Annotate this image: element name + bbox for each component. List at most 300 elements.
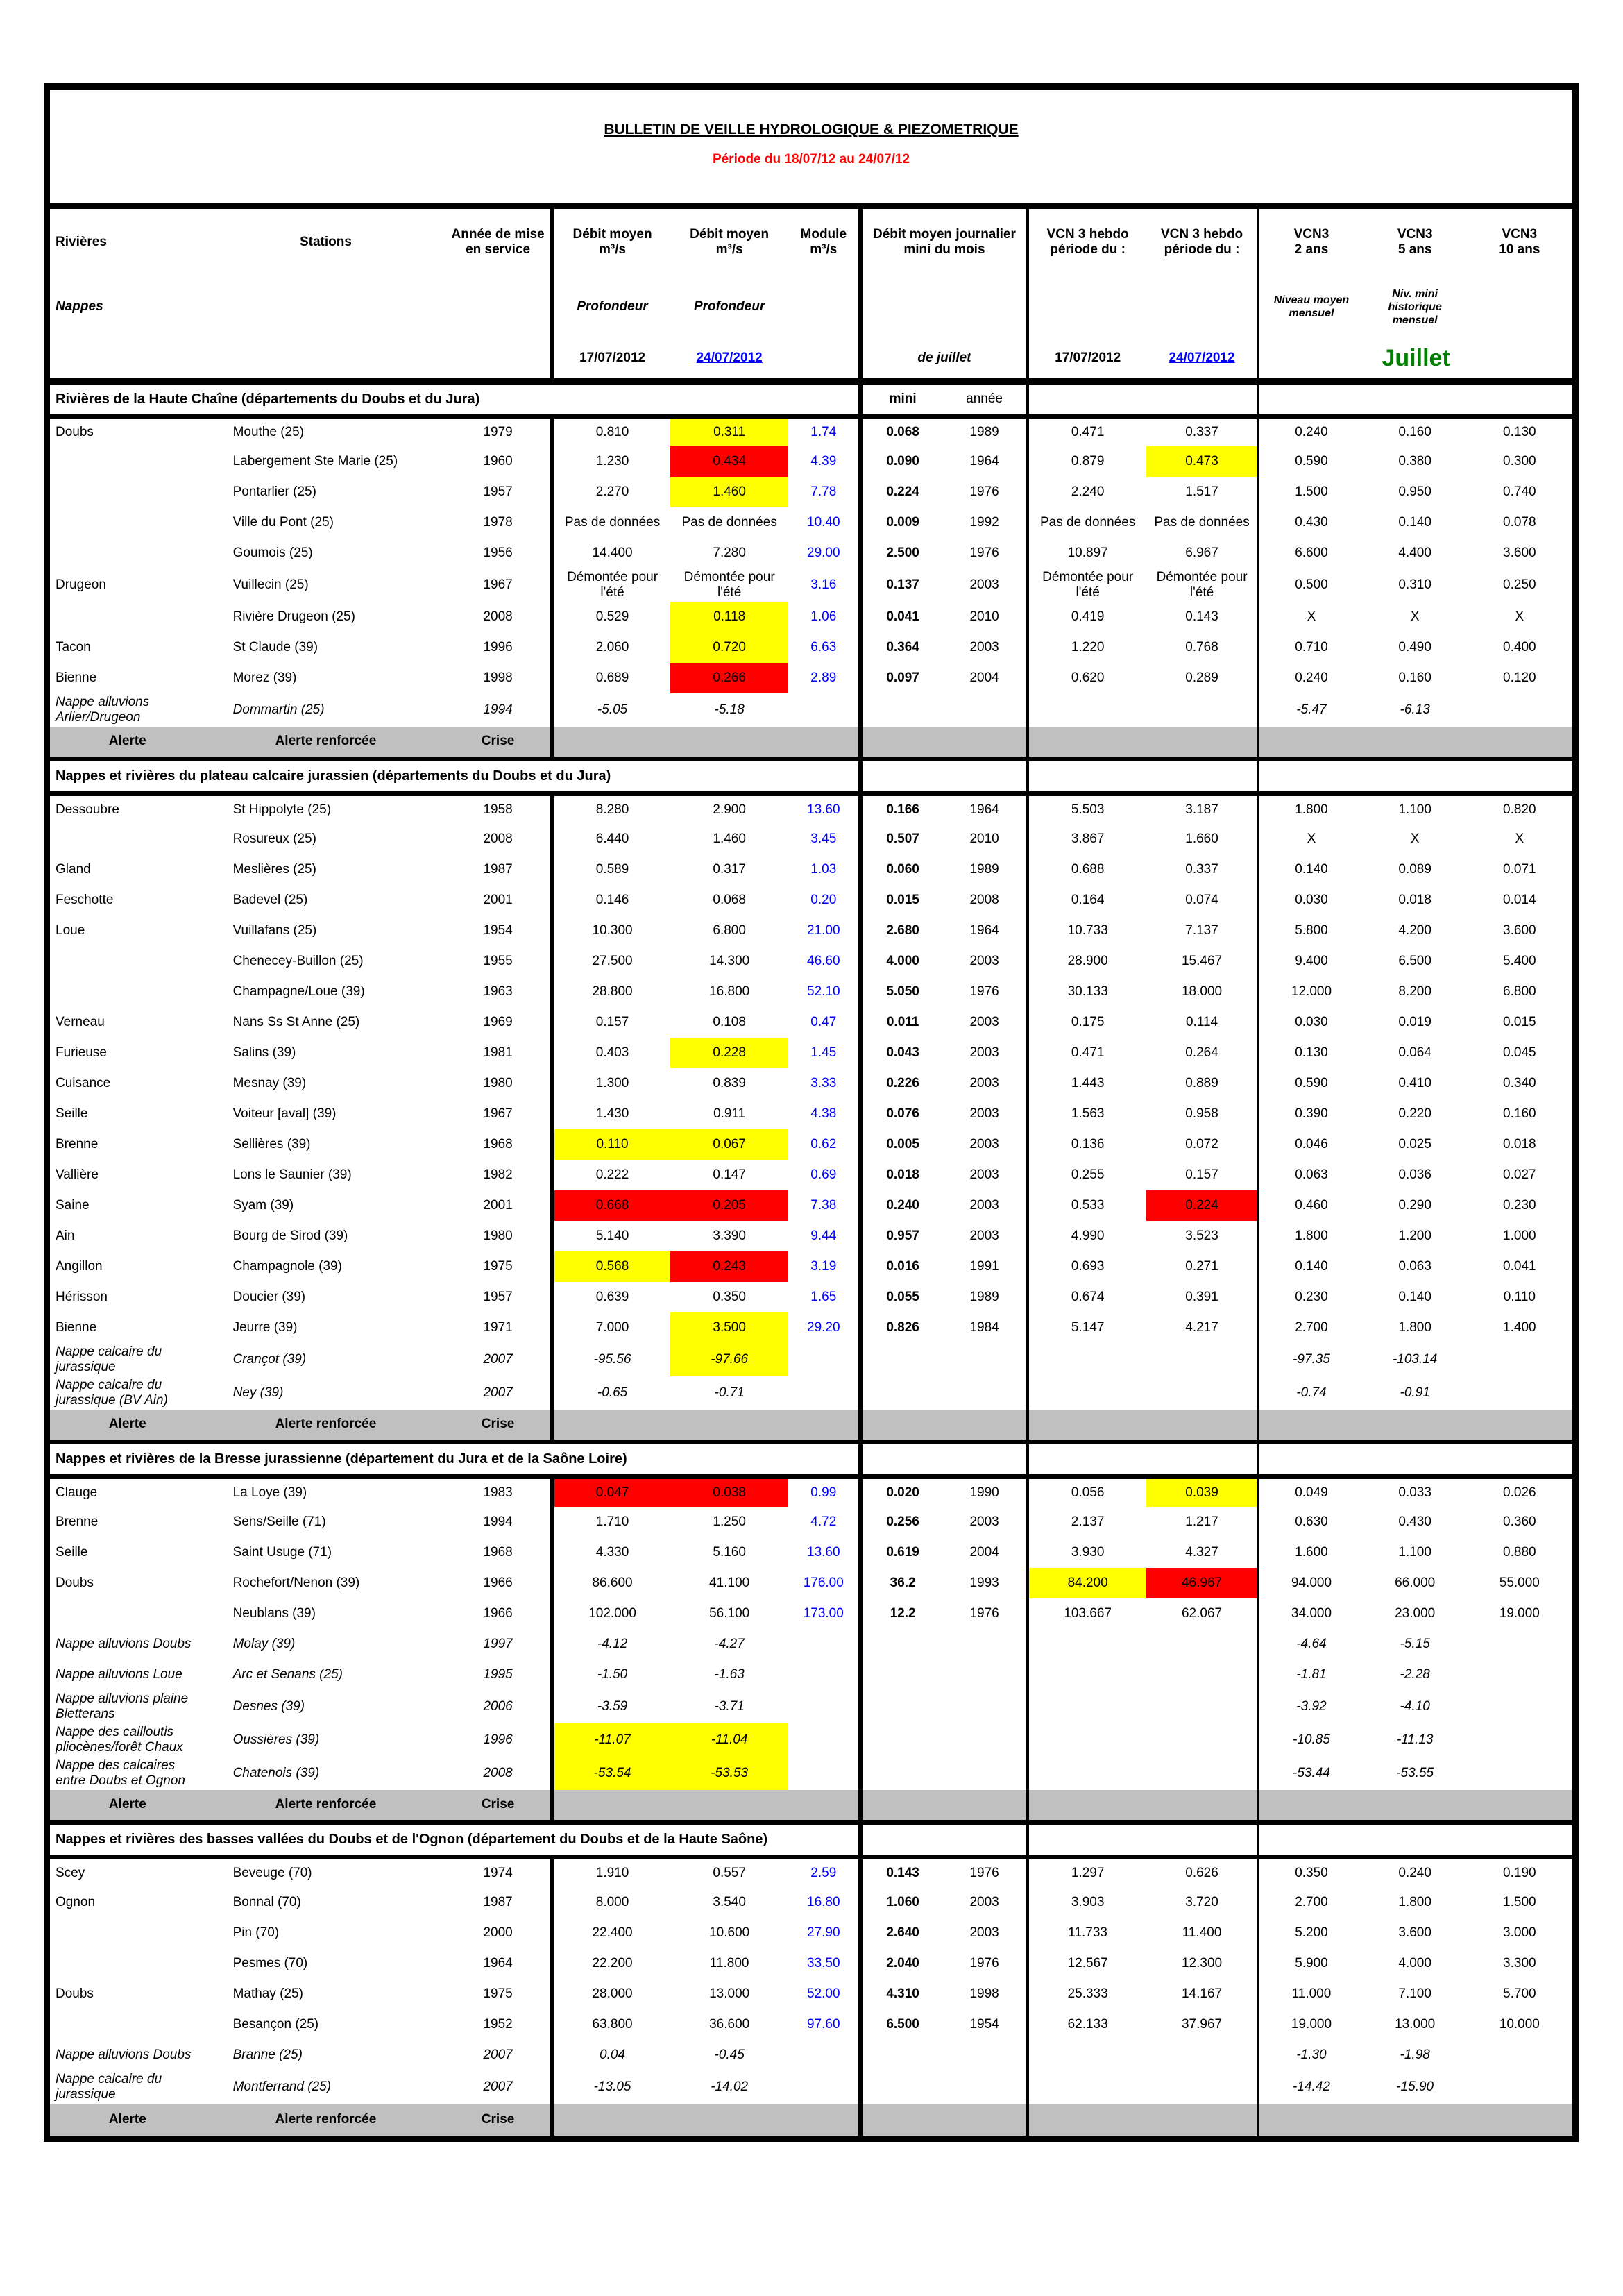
cell-station: Bonnal (70)	[232, 1895, 301, 1909]
cell-vcn10: 19.000	[1499, 1606, 1540, 1621]
cell-d17: 7.000	[595, 1320, 629, 1335]
cell-mini_annee: 2003	[943, 1038, 1028, 1068]
cell-vcn5: -11.13	[1396, 1732, 1434, 1747]
station-row	[50, 416, 1572, 446]
cell-annee: 1966	[446, 1568, 552, 1598]
legend-spacer	[1259, 1790, 1572, 1822]
legend-alerte: Alerte	[50, 2104, 205, 2136]
cell-vcn2: -14.42	[1293, 2079, 1330, 2094]
cell-mini: 0.005	[886, 1137, 919, 1151]
cell-d17: -13.05	[593, 2079, 631, 2094]
cell-vcn5: -0.91	[1400, 1385, 1430, 1400]
station-row	[50, 1190, 1572, 1221]
cell-v24	[1146, 1723, 1259, 1757]
cell-riviere: Loue	[56, 923, 85, 938]
cell-d17: 102.000	[588, 1606, 636, 1621]
station-row	[50, 1068, 1572, 1099]
debit-date-prev: 17/07/2012	[552, 338, 670, 381]
cell-annee: 1954	[446, 915, 552, 946]
cell-riviere: Tacon	[56, 640, 91, 655]
cell-riviere: Saine	[56, 1198, 90, 1213]
station-row	[50, 977, 1572, 1007]
cell-module: 29.00	[788, 538, 860, 568]
cell-module: 2.59	[788, 1857, 860, 1887]
cell-vcn5: 7.100	[1398, 1986, 1431, 2001]
cell-v17	[1028, 1723, 1146, 1757]
alert-legend-row	[50, 2104, 1572, 2136]
month-label: Juillet	[1259, 338, 1572, 381]
cell-annee: 1968	[446, 1537, 552, 1568]
col-header-profondeur-curr: Profondeur	[693, 299, 765, 314]
cell-module: 173.00	[788, 1598, 860, 1629]
cell-d17: 0.668	[552, 1190, 670, 1221]
station-row	[50, 915, 1572, 946]
cell-annee: 2000	[446, 1918, 552, 1948]
cell-riviere: Doubs	[56, 1576, 94, 1590]
cell-v24: 0.889	[1146, 1068, 1259, 1099]
cell-annee: 1981	[446, 1038, 552, 1068]
cell-v17: Démontée pour l'été	[1042, 570, 1134, 600]
cell-vcn10	[1467, 1723, 1572, 1757]
cell-module: 27.90	[788, 1918, 860, 1948]
cell-riviere: Nappe des calcaires entre Doubs et Ognon	[56, 1758, 185, 1788]
cell-vcn2: -5.47	[1296, 702, 1327, 717]
cell-station: Montferrand (25)	[232, 2079, 332, 2094]
cell-mini_annee: 2003	[943, 1221, 1028, 1251]
cell-d17: 86.600	[592, 1576, 633, 1590]
nappe-row	[50, 2040, 1572, 2070]
cell-vcn10: 0.360	[1503, 1514, 1536, 1529]
cell-d17: 0.568	[552, 1251, 670, 1282]
cell-mini_annee: 1993	[943, 1568, 1028, 1598]
cell-vcn2: 12.000	[1291, 984, 1332, 999]
cell-riviere: Drugeon	[56, 577, 106, 592]
cell-riviere	[50, 1598, 205, 1629]
cell-annee: 2008	[446, 1757, 552, 1790]
cell-v24: 15.467	[1146, 946, 1259, 977]
cell-v24: 0.289	[1146, 663, 1259, 693]
cell-d24: 0.038	[670, 1476, 788, 1507]
cell-mini: 2.500	[886, 546, 919, 560]
cell-mini_annee	[943, 2040, 1028, 2070]
cell-station: Champagnole (39)	[232, 1259, 342, 1274]
cell-vcn5: 23.000	[1395, 1606, 1436, 1621]
cell-annee: 1957	[446, 477, 552, 507]
cell-vcn10	[1467, 1343, 1572, 1376]
section-spacer	[1259, 759, 1572, 793]
cell-d17: 0.222	[595, 1167, 629, 1182]
cell-vcn2: X	[1307, 832, 1316, 846]
cell-vcn10: 5.400	[1503, 954, 1536, 968]
legend-spacer	[552, 1410, 860, 1442]
cell-v17: 30.133	[1067, 984, 1108, 999]
section-title: Nappes et rivières des basses vallées du Doubs et de l'Ognon (département du Doubs et de la Haute Saône)	[50, 1822, 860, 1857]
cell-d24: -97.66	[670, 1343, 788, 1376]
cell-vcn10: 0.250	[1503, 577, 1536, 592]
cell-mini: 0.240	[886, 1198, 919, 1213]
header-spacer	[205, 338, 447, 381]
cell-mini: 0.020	[886, 1485, 919, 1500]
cell-mini_annee: 1976	[943, 1857, 1028, 1887]
cell-mini	[860, 1690, 942, 1723]
cell-vcn5: -2.28	[1400, 1667, 1430, 1682]
cell-vcn5: 4.000	[1398, 1956, 1431, 1970]
cell-vcn10: 0.015	[1503, 1015, 1536, 1029]
cell-riviere: Bienne	[56, 1320, 97, 1335]
cell-vcn5: 0.140	[1398, 1290, 1431, 1304]
cell-v24: 0.072	[1146, 1129, 1259, 1160]
cell-module: 3.19	[788, 1251, 860, 1282]
header-spacer	[1028, 276, 1146, 338]
cell-d24: 41.100	[709, 1576, 750, 1590]
cell-vcn5: 3.600	[1398, 1925, 1431, 1940]
station-row	[50, 2009, 1572, 2040]
cell-riviere: Feschotte	[56, 893, 114, 907]
cell-station: La Loye (39)	[232, 1485, 307, 1500]
header-spacer	[860, 276, 1027, 338]
cell-station: Bourg de Sirod (39)	[232, 1229, 348, 1243]
cell-module: 3.16	[788, 568, 860, 602]
cell-mini: 0.041	[886, 609, 919, 624]
cell-vcn2: -1.81	[1296, 1667, 1327, 1682]
cell-v24: 37.967	[1146, 2009, 1259, 2040]
cell-module: 46.60	[788, 946, 860, 977]
cell-station: Mathay (25)	[232, 1986, 303, 2001]
legend-alerte: Alerte	[50, 727, 205, 759]
cell-annee: 1967	[446, 568, 552, 602]
cell-station: Pontarlier (25)	[232, 484, 316, 499]
cell-vcn10: 1.000	[1503, 1229, 1536, 1243]
cell-d17: 8.280	[595, 802, 629, 817]
cell-vcn5: X	[1410, 609, 1420, 624]
cell-vcn5: 0.064	[1398, 1045, 1431, 1060]
cell-station: Vuillecin (25)	[232, 577, 309, 592]
header-spacer	[1146, 276, 1259, 338]
cell-v17: 1.220	[1071, 640, 1105, 655]
cell-vcn2: 0.140	[1295, 1259, 1328, 1274]
cell-vcn5: 8.200	[1398, 984, 1431, 999]
cell-vcn5: X	[1410, 832, 1420, 846]
cell-v24: 6.967	[1146, 538, 1259, 568]
cell-module: 0.99	[788, 1476, 860, 1507]
cell-v17: 0.175	[1071, 1015, 1105, 1029]
cell-station: Meslières (25)	[232, 862, 316, 877]
cell-v24: 4.217	[1146, 1312, 1259, 1343]
cell-module: 4.72	[788, 1507, 860, 1537]
cell-v24	[1146, 1629, 1259, 1660]
legend-crise: Crise	[446, 1410, 552, 1442]
cell-module	[788, 1343, 860, 1376]
cell-mini: 1.060	[886, 1895, 919, 1909]
cell-vcn10	[1467, 1660, 1572, 1690]
cell-v24: 0.114	[1146, 1007, 1259, 1038]
cell-d17: 1.230	[595, 454, 629, 469]
cell-annee: 2008	[446, 602, 552, 632]
cell-annee: 1975	[446, 1251, 552, 1282]
cell-v17: 3.867	[1071, 832, 1105, 846]
cell-vcn5: 0.410	[1398, 1076, 1431, 1090]
cell-d17: 14.400	[592, 546, 633, 560]
cell-d17: -3.59	[597, 1699, 628, 1714]
station-row	[50, 1979, 1572, 2009]
cell-module: 7.38	[788, 1190, 860, 1221]
col-header-vcn3-5ans: VCN3 5 ans	[1397, 227, 1433, 257]
cell-mini_annee: 1991	[943, 1251, 1028, 1282]
cell-d24: 0.243	[670, 1251, 788, 1282]
legend-alerte-renforcee: Alerte renforcée	[205, 2104, 447, 2136]
cell-v17: 10.733	[1067, 923, 1108, 938]
cell-vcn5: 66.000	[1395, 1576, 1436, 1590]
nappe-row	[50, 1629, 1572, 1660]
header-spacer	[446, 276, 552, 338]
cell-station: Rochefort/Nenon (39)	[232, 1576, 360, 1590]
cell-mini_annee: 2003	[943, 1007, 1028, 1038]
cell-mini: 0.011	[886, 1015, 919, 1029]
cell-d17: 8.000	[595, 1895, 629, 1909]
cell-mini: 0.826	[886, 1320, 919, 1335]
cell-mini: 5.050	[886, 984, 919, 999]
legend-spacer	[1028, 727, 1259, 759]
cell-vcn10: 3.600	[1503, 923, 1536, 938]
cell-d24: -5.18	[714, 702, 745, 717]
cell-vcn10: 0.880	[1503, 1545, 1536, 1560]
cell-riviere: Cuisance	[56, 1076, 111, 1090]
cell-d24: 0.068	[713, 893, 746, 907]
cell-vcn5: -4.10	[1400, 1699, 1430, 1714]
col-subheader-mini: mini	[860, 381, 942, 416]
cell-mini_annee	[943, 1660, 1028, 1690]
cell-module	[788, 1376, 860, 1410]
cell-mini: 12.2	[890, 1606, 916, 1621]
cell-module: 1.06	[788, 602, 860, 632]
cell-vcn2: 1.800	[1295, 802, 1328, 817]
cell-vcn2: -4.64	[1296, 1637, 1327, 1651]
legend-spacer	[1259, 2104, 1572, 2136]
cell-riviere: Scey	[56, 1865, 85, 1880]
cell-d24: 0.147	[713, 1167, 746, 1182]
cell-d17: 0.146	[595, 893, 629, 907]
cell-d24: 3.540	[713, 1895, 746, 1909]
cell-vcn2: -10.85	[1293, 1732, 1330, 1747]
station-row	[50, 1221, 1572, 1251]
legend-spacer	[860, 2104, 1027, 2136]
cell-v17: 3.903	[1071, 1895, 1105, 1909]
cell-annee: 1963	[446, 977, 552, 1007]
cell-v24: 0.337	[1146, 854, 1259, 885]
table-body	[50, 381, 1572, 2136]
section-spacer	[1259, 1822, 1572, 1857]
cell-annee: 1979	[446, 416, 552, 446]
cell-annee: 1952	[446, 2009, 552, 2040]
cell-vcn10: 0.045	[1503, 1045, 1536, 1060]
cell-v24	[1146, 1757, 1259, 1790]
station-row	[50, 1099, 1572, 1129]
cell-station: Crançot (39)	[232, 1352, 307, 1367]
cell-d24: 1.460	[670, 477, 788, 507]
cell-mini: 0.507	[886, 832, 919, 846]
cell-riviere: Brenne	[56, 1514, 99, 1529]
cell-mini: 0.009	[886, 515, 919, 530]
cell-riviere: Vallière	[56, 1167, 99, 1182]
cell-v24	[1146, 1376, 1259, 1410]
cell-v24: 18.000	[1146, 977, 1259, 1007]
cell-vcn2: 1.800	[1295, 1229, 1328, 1243]
cell-vcn10: 3.300	[1503, 1956, 1536, 1970]
header-spacer	[788, 276, 860, 338]
cell-riviere	[50, 1918, 205, 1948]
section-title: Nappes et rivières du plateau calcaire jurassien (départements du Doubs et du Jura)	[50, 759, 860, 793]
cell-station: Ville du Pont (25)	[232, 515, 334, 530]
station-row	[50, 1507, 1572, 1537]
cell-riviere	[50, 446, 205, 477]
cell-v24: 12.300	[1146, 1948, 1259, 1979]
vcn3-date-prev: 17/07/2012	[1028, 338, 1146, 381]
cell-station: Badevel (25)	[232, 893, 308, 907]
cell-module: 13.60	[788, 793, 860, 824]
cell-annee: 1994	[446, 1507, 552, 1537]
cell-annee: 1955	[446, 946, 552, 977]
cell-vcn2: 2.700	[1295, 1320, 1328, 1335]
col-header-niveau-moyen: Niveau moyen mensuel	[1273, 294, 1350, 319]
cell-vcn10: 0.071	[1503, 862, 1536, 877]
cell-vcn5: 0.089	[1398, 862, 1431, 877]
cell-station: Branne (25)	[232, 2048, 303, 2062]
cell-vcn2: 2.700	[1295, 1895, 1328, 1909]
col-header-vcn3-hebdo-prev: VCN 3 hebdo période du :	[1046, 227, 1129, 257]
cell-riviere	[50, 1948, 205, 1979]
cell-v24: 0.264	[1146, 1038, 1259, 1068]
station-row	[50, 824, 1572, 854]
cell-vcn10: 0.300	[1503, 454, 1536, 469]
station-row	[50, 1887, 1572, 1918]
cell-v24: 4.327	[1146, 1537, 1259, 1568]
cell-d17: 0.639	[595, 1290, 629, 1304]
cell-v17: 3.930	[1071, 1545, 1105, 1560]
cell-mini: 0.097	[886, 670, 919, 685]
station-row	[50, 1476, 1572, 1507]
cell-d24: -0.45	[714, 2048, 745, 2062]
cell-vcn2: 0.590	[1295, 1076, 1328, 1090]
cell-v24: 3.720	[1146, 1887, 1259, 1918]
legend-spacer	[1028, 1410, 1259, 1442]
cell-v24: 0.157	[1146, 1160, 1259, 1190]
cell-vcn5: 0.019	[1398, 1015, 1431, 1029]
cell-vcn5: 0.220	[1398, 1106, 1431, 1121]
cell-vcn2: 0.063	[1295, 1167, 1328, 1182]
cell-vcn5: 0.950	[1398, 484, 1431, 499]
cell-v17	[1028, 1757, 1146, 1790]
section-spacer	[1028, 759, 1259, 793]
cell-station: Rosureux (25)	[232, 832, 316, 846]
col-header-debit-prev: Débit moyen m³/s	[572, 227, 652, 257]
cell-vcn10: X	[1515, 832, 1524, 846]
cell-d24: 56.100	[709, 1606, 750, 1621]
cell-riviere: Nappe alluvions Loue	[56, 1667, 182, 1682]
cell-riviere: Clauge	[56, 1485, 98, 1500]
cell-annee: 2001	[446, 1190, 552, 1221]
cell-d17: -5.05	[597, 702, 628, 717]
cell-annee: 1966	[446, 1598, 552, 1629]
section-spacer	[860, 759, 1027, 793]
cell-module: 176.00	[788, 1568, 860, 1598]
cell-d24: 0.228	[670, 1038, 788, 1068]
cell-d17: -11.07	[552, 1723, 670, 1757]
vcn3-date-curr: 24/07/2012	[1146, 338, 1259, 381]
cell-v24: 0.143	[1146, 602, 1259, 632]
cell-vcn2: 0.049	[1295, 1485, 1328, 1500]
cell-v17: 10.897	[1067, 546, 1108, 560]
section-header-row	[50, 381, 1572, 416]
cell-d24: 10.600	[709, 1925, 750, 1940]
cell-vcn10: 0.190	[1503, 1865, 1536, 1880]
cell-module: 0.20	[788, 885, 860, 915]
section-spacer	[1259, 1442, 1572, 1476]
cell-annee: 1968	[446, 1129, 552, 1160]
station-row	[50, 602, 1572, 632]
section-header-row	[50, 759, 1572, 793]
cell-d17: 28.000	[592, 1986, 633, 2001]
cell-module: 4.39	[788, 446, 860, 477]
header-spacer	[788, 338, 860, 381]
cell-d24: 1.250	[713, 1514, 746, 1529]
cell-vcn10: 0.120	[1503, 670, 1536, 685]
cell-v17: 1.297	[1071, 1865, 1105, 1880]
cell-vcn2: 9.400	[1295, 954, 1328, 968]
cell-v17: 84.200	[1028, 1568, 1146, 1598]
cell-d24: 0.839	[713, 1076, 746, 1090]
cell-v17: 0.688	[1071, 862, 1105, 877]
cell-riviere: Nappe alluvions Doubs	[56, 1637, 192, 1651]
station-row	[50, 1598, 1572, 1629]
cell-module: 10.40	[788, 507, 860, 538]
cell-d17: -95.56	[593, 1352, 631, 1367]
cell-v24: Démontée pour l'été	[1146, 568, 1259, 602]
cell-d24: 16.800	[709, 984, 750, 999]
cell-vcn10: 0.014	[1503, 893, 1536, 907]
cell-mini: 6.500	[886, 2017, 919, 2032]
cell-riviere: Doubs	[56, 1986, 94, 2001]
cell-mini_annee: 2003	[943, 1129, 1028, 1160]
cell-station: Sellières (39)	[232, 1137, 311, 1151]
cell-d24: 14.300	[709, 954, 750, 968]
cell-mini_annee: 2003	[943, 1099, 1028, 1129]
col-header-annee-service: Année de mise en service	[446, 209, 552, 276]
station-row	[50, 477, 1572, 507]
cell-d24: 5.160	[713, 1545, 746, 1560]
col-header-rivieres: Rivières	[56, 235, 107, 249]
header-row-labels	[50, 209, 1572, 276]
cell-station: Neublans (39)	[232, 1606, 316, 1621]
cell-annee: 1997	[446, 1629, 552, 1660]
cell-v17: Pas de données	[1039, 515, 1136, 530]
cell-vcn10: 0.160	[1503, 1106, 1536, 1121]
cell-mini	[860, 2040, 942, 2070]
cell-vcn5: 6.500	[1398, 954, 1431, 968]
cell-vcn2: 19.000	[1291, 2017, 1332, 2032]
cell-d24: 3.390	[713, 1229, 746, 1243]
cell-station: St Claude (39)	[232, 640, 318, 655]
cell-v24: 0.958	[1146, 1099, 1259, 1129]
section-title: Rivières de la Haute Chaîne (départements du Doubs et du Jura)	[50, 381, 860, 416]
cell-module	[788, 1757, 860, 1790]
cell-mini: 4.000	[886, 954, 919, 968]
header-row-nappes	[50, 276, 1572, 338]
cell-v24: 0.391	[1146, 1282, 1259, 1312]
cell-mini_annee: 1984	[943, 1312, 1028, 1343]
cell-riviere	[50, 946, 205, 977]
cell-module: 52.00	[788, 1979, 860, 2009]
cell-annee: 1987	[446, 1887, 552, 1918]
